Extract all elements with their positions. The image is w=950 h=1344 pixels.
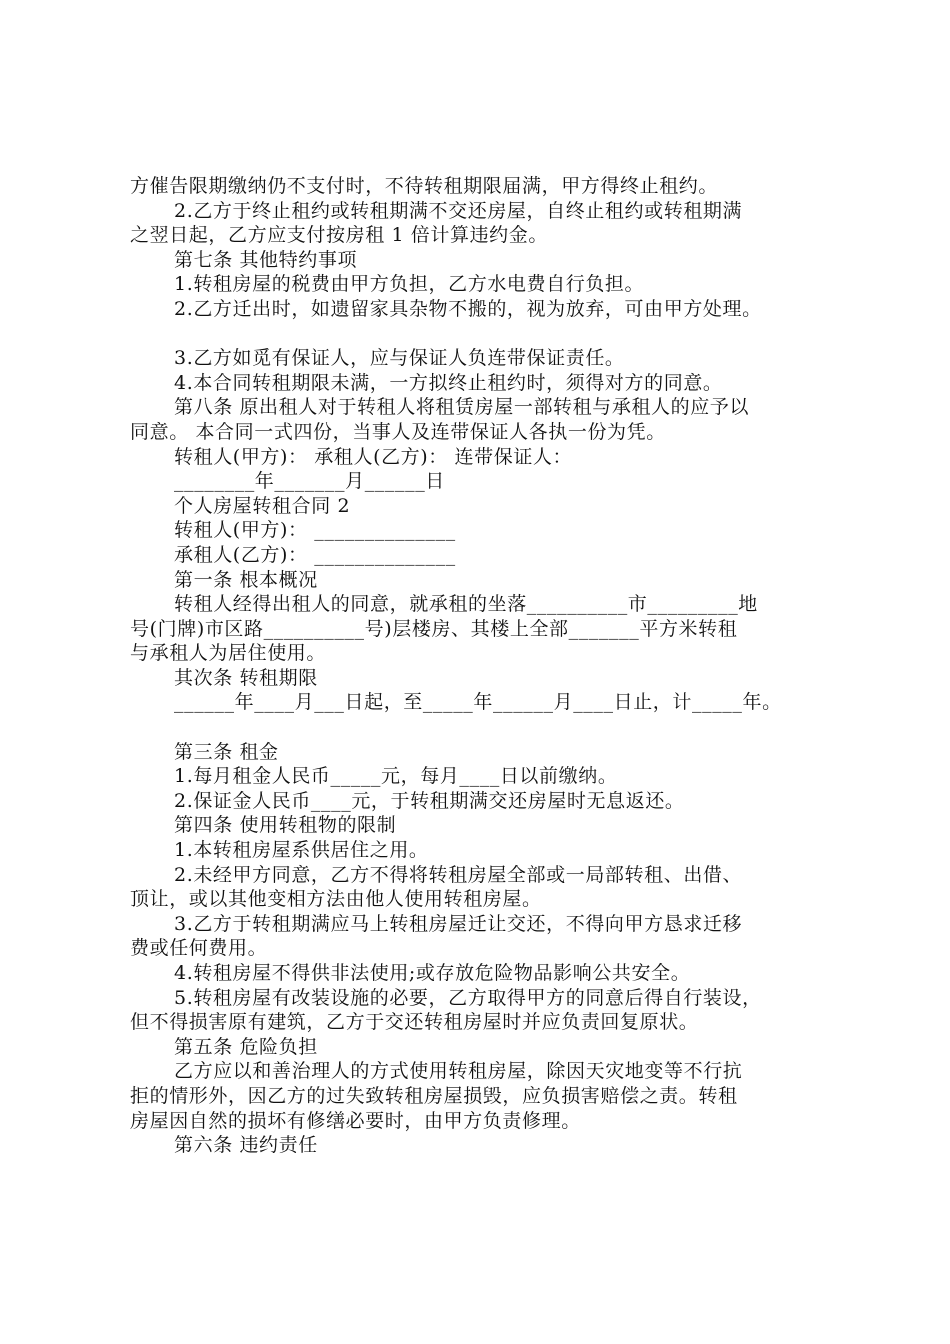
blank-line: [130, 322, 846, 347]
document-line: 同意。 本合同一式四份，当事人及连带保证人各执一份为凭。: [130, 420, 666, 443]
document-line: 2.保证金人民币____元，于转租期满交还房屋时无息返还。: [174, 789, 685, 812]
document-line: 5.转租房屋有改装设施的必要，乙方取得甲方的同意后得自行装设，: [174, 986, 762, 1009]
document-line: 费或任何费用。: [130, 937, 268, 960]
document-line: 与承租人为居住使用。: [130, 642, 327, 665]
document-line: 3.乙方如觅有保证人，应与保证人负连带保证责任。: [174, 347, 625, 370]
document-line: 2.乙方迁出时，如遗留家具杂物不搬的，视为放弃，可由甲方处理。: [174, 297, 762, 320]
document-line: 其次条 转租期限: [174, 666, 318, 689]
document-line: 号(门牌)市区路__________号)层楼房、其楼上全部_______平方米转租: [130, 617, 738, 640]
document-line: 乙方应以和善治理人的方式使用转租房屋，除因天灾地变等不行抗: [174, 1060, 743, 1083]
document-line: 1.本转租房屋系供居住之用。: [174, 839, 429, 862]
document-line: ________年_______月______日: [174, 470, 445, 493]
document-line: 4.转租房屋不得供非法使用;或存放危险物品影响公共安全。: [174, 962, 691, 984]
document-line: 房屋因自然的损坏有修缮必要时，由甲方负责修理。: [130, 1109, 581, 1132]
document-line: 方催告限期缴纳仍不支付时，不待转租期限届满，甲方得终止租约。: [130, 175, 719, 197]
document-line: 之翌日起，乙方应支付按房租 1 倍计算违约金。: [130, 224, 548, 247]
document-line: 承租人(乙方)： ______________: [174, 543, 456, 566]
document-line: 转租人(甲方)： ______________: [174, 519, 456, 542]
document-line: ______年____月___日起，至_____年______月____日止，计_____年。: [174, 691, 782, 714]
document-body: [130, 174, 846, 1158]
document-line: 但不得损害原有建筑，乙方于交还转租房屋时并应负责回复原状。: [130, 1011, 699, 1034]
document-line: 1.每月租金人民币_____元，每月____日以前缴纳。: [174, 765, 618, 788]
blank-line: [130, 715, 846, 740]
document-line: 3.乙方于转租期满应马上转租房屋迁让交还，不得向甲方恳求迁移: [174, 912, 743, 935]
document-line: 第五条 危险负担: [174, 1035, 318, 1058]
document-line: 个人房屋转租合同 2: [174, 494, 351, 517]
document-line: 4.本合同转租期限未满，一方拟终止租约时，须得对方的同意。: [174, 371, 723, 394]
document-line: 第八条 原出租人对于转租人将租赁房屋一部转租与承租人的应予以: [174, 396, 750, 419]
document-line: 转租人经得出租人的同意，就承租的坐落__________市_________地: [174, 593, 758, 616]
document-line: 第六条 违约责任: [174, 1134, 318, 1157]
document-line: 转租人(甲方)： 承租人(乙方)： 连带保证人：: [174, 445, 573, 468]
document-line: 拒的情形外，因乙方的过失致转租房屋损毁，应负损害赔偿之责。转租: [130, 1084, 738, 1107]
document-line: 2.乙方于终止租约或转租期满不交还房屋，自终止租约或转租期满: [174, 199, 743, 222]
document-line: 2.未经甲方同意，乙方不得将转租房屋全部或一局部转租、出借、: [174, 863, 743, 886]
document-line: 第四条 使用转租物的限制: [174, 814, 397, 837]
document-line: 1.转租房屋的税费由甲方负担，乙方水电费自行负担。: [174, 273, 645, 296]
document-line: 第七条 其他特约事项: [174, 248, 358, 271]
document-line: 第三条 租金: [174, 740, 279, 763]
document-line: 顶让，或以其他变相方法由他人使用转租房屋。: [130, 888, 542, 911]
document-line: 第一条 根本概况: [174, 568, 318, 591]
